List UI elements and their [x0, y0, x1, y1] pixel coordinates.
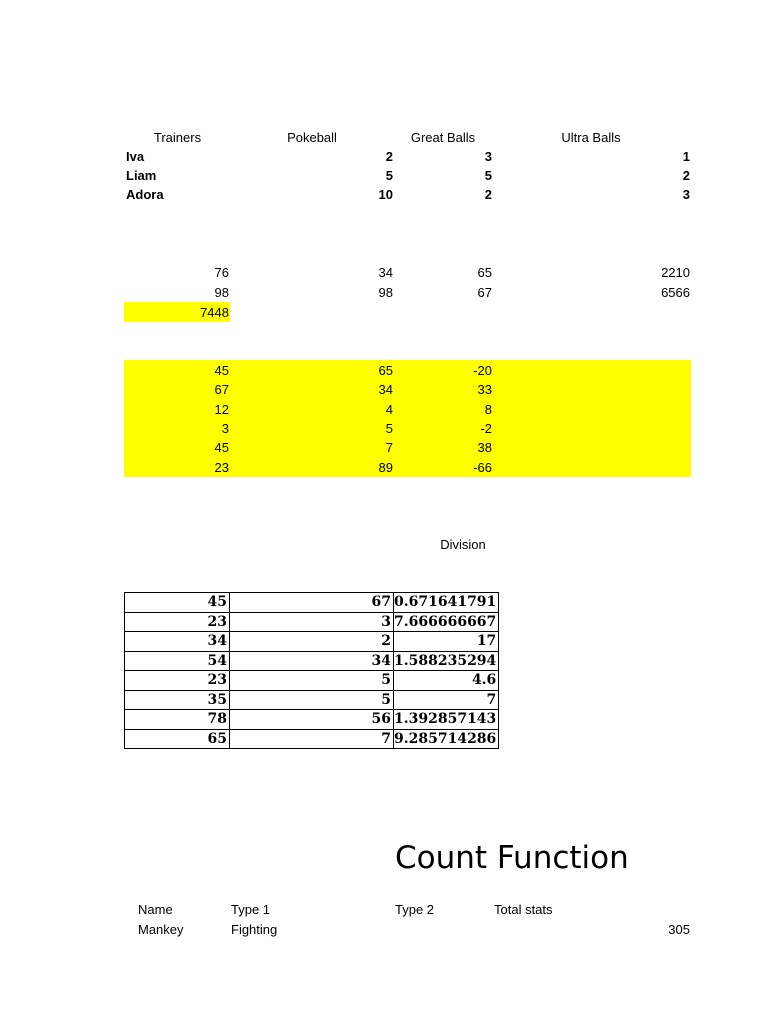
cell: 34: [378, 382, 393, 397]
count-header-total-stats: Total stats: [494, 902, 553, 917]
table-cell: 54: [125, 651, 230, 671]
table-cell: 1.588235294: [394, 651, 499, 671]
table-cell: 78: [125, 710, 230, 730]
cell: 23: [214, 460, 229, 475]
table-cell: 3: [230, 612, 394, 632]
cell: 2210: [661, 265, 690, 280]
table-row: [125, 671, 499, 691]
table-row: [125, 632, 499, 652]
cell: 67: [214, 382, 229, 397]
table-row: [125, 690, 499, 710]
table-row: [125, 729, 499, 749]
table-row: [125, 710, 499, 730]
table-row: [125, 612, 499, 632]
table-cell: 56: [230, 710, 394, 730]
table-cell: 23: [125, 671, 230, 691]
count-row-name: Mankey: [138, 922, 184, 937]
cell: 4: [385, 402, 393, 417]
cell: 65: [378, 363, 393, 378]
cell: 8: [484, 402, 492, 417]
table-cell: 1.392857143: [394, 710, 499, 730]
cell: -20: [473, 363, 492, 378]
table-cell: 45: [125, 593, 230, 613]
table-cell: 65: [125, 729, 230, 749]
cell: -66: [473, 460, 492, 475]
cell: 67: [477, 285, 492, 300]
cell: 89: [378, 460, 393, 475]
cell: 98: [378, 285, 393, 300]
cell: 34: [378, 265, 393, 280]
trainer-great-balls: 5: [484, 168, 492, 183]
table-cell: 9.285714286: [394, 729, 499, 749]
table-cell: 34: [230, 651, 394, 671]
trainer-ultra-balls: 1: [682, 149, 690, 164]
cell: 38: [477, 440, 492, 455]
count-header-name: Name: [138, 902, 173, 917]
table-cell: 7: [394, 690, 499, 710]
cell: 98: [214, 285, 229, 300]
table-cell: 5: [230, 671, 394, 691]
cell: 45: [214, 363, 229, 378]
cell: 5: [385, 421, 393, 436]
table-cell: 23: [125, 612, 230, 632]
trainer-ultra-balls: 2: [682, 168, 690, 183]
count-function-title: Count Function: [395, 840, 629, 876]
cell: 3: [221, 421, 229, 436]
cell: 33: [477, 382, 492, 397]
trainer-name: Iva: [126, 149, 145, 164]
cell: 45: [214, 440, 229, 455]
header-ultra-balls: Ultra Balls: [561, 130, 621, 145]
header-great-balls: Great Balls: [410, 130, 476, 145]
count-row-type1: Fighting: [231, 922, 278, 937]
trainer-pokeball: 5: [385, 168, 393, 183]
table-cell: 67: [230, 593, 394, 613]
cell: 7: [385, 440, 393, 455]
table-cell: 2: [230, 632, 394, 652]
table-row: [125, 651, 499, 671]
table-cell: 4.6: [394, 671, 499, 691]
division-label: Division: [440, 537, 486, 552]
header-trainers: Trainers: [153, 130, 202, 145]
header-pokeball: Pokeball: [287, 130, 337, 145]
count-row-total: 305: [668, 922, 690, 937]
total-cell: 7448: [200, 305, 229, 320]
division-table: [124, 592, 499, 749]
table-cell: 0.671641791: [394, 593, 499, 613]
trainer-pokeball: 2: [385, 149, 393, 164]
table-cell: 5: [230, 690, 394, 710]
trainer-great-balls: 3: [484, 149, 492, 164]
trainer-name: Adora: [126, 187, 164, 202]
trainer-great-balls: 2: [484, 187, 492, 202]
table-cell: 17: [394, 632, 499, 652]
table-row: [125, 593, 499, 613]
table-cell: 7: [230, 729, 394, 749]
count-header-type1: Type 1: [231, 902, 271, 917]
cell: 65: [477, 265, 492, 280]
trainer-pokeball: 10: [378, 187, 393, 202]
table-cell: 35: [125, 690, 230, 710]
cell: 76: [214, 265, 229, 280]
cell: 6566: [661, 285, 690, 300]
cell: -2: [480, 421, 492, 436]
cell: 12: [214, 402, 229, 417]
table-cell: 7.666666667: [394, 612, 499, 632]
trainer-name: Liam: [126, 168, 157, 183]
count-header-type2: Type 2: [395, 902, 435, 917]
table-cell: 34: [125, 632, 230, 652]
trainer-ultra-balls: 3: [682, 187, 690, 202]
